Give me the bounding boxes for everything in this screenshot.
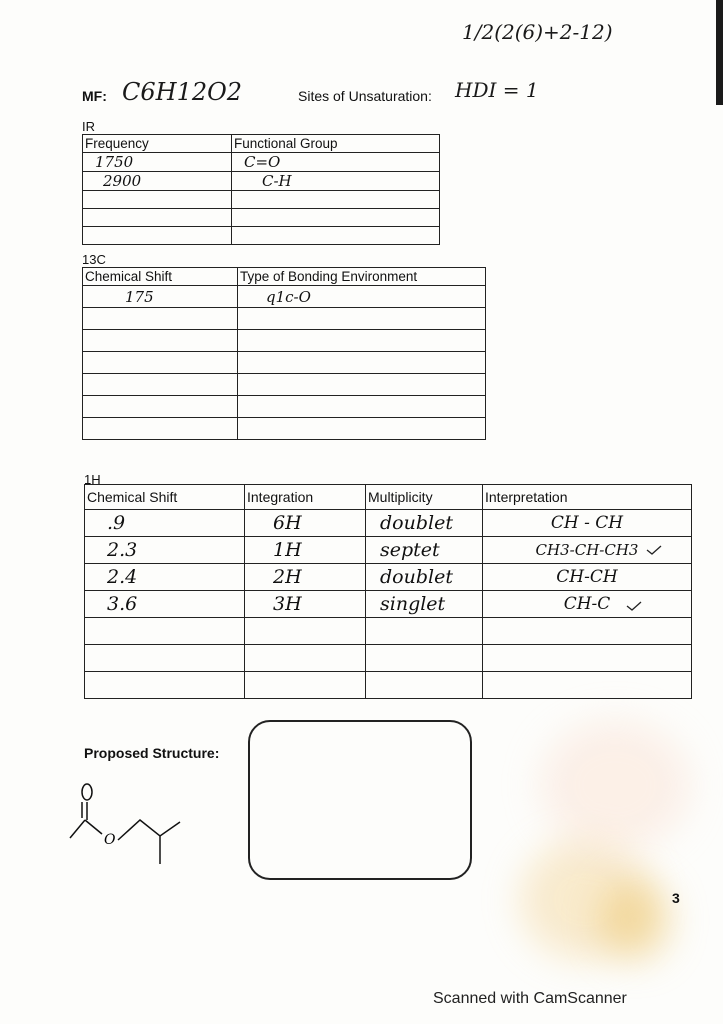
skeletal-structure-drawing (60, 780, 190, 870)
h1-table (84, 484, 692, 699)
h1-cell: .9 (85, 510, 245, 537)
atom-o-top: O (82, 786, 92, 800)
c13-cell (83, 352, 238, 374)
c13-header-shift: Chemical Shift (83, 268, 238, 286)
h1-cell: septet (366, 537, 483, 564)
check-icon (626, 600, 642, 612)
unsaturation-value: HDI = 1 (455, 78, 539, 102)
c13-cell (83, 396, 238, 418)
ir-cell (232, 191, 440, 209)
unsaturation-label: Sites of Unsaturation: (298, 88, 432, 104)
c13-cell: 175 (83, 286, 238, 308)
ir-cell: C-H (232, 172, 440, 191)
h1-cell (366, 618, 483, 645)
check-icon (646, 544, 662, 556)
h1-cell (245, 618, 366, 645)
h1-cell: doublet (366, 564, 483, 591)
c13-cell (83, 308, 238, 330)
h1-cell (245, 645, 366, 672)
ir-title: IR (82, 119, 95, 134)
page-number: 3 (672, 890, 680, 906)
h1-cell: 1H (245, 537, 366, 564)
h1-cell: CH-C (483, 591, 692, 618)
c13-cell: q1c-O (238, 286, 486, 308)
ir-cell (232, 209, 440, 227)
h1-cell (483, 645, 692, 672)
h1-cell: 2H (245, 564, 366, 591)
c13-cell (83, 418, 238, 440)
c13-table (82, 267, 486, 440)
c13-cell (238, 396, 486, 418)
h1-cell: CH3-CH-CH3 (483, 537, 692, 564)
c13-cell (238, 418, 486, 440)
c13-header-environment: Type of Bonding Environment (238, 268, 486, 286)
h1-cell: CH-CH (483, 564, 692, 591)
h1-title: 1H (84, 472, 101, 487)
ir-cell (83, 191, 232, 209)
h1-cell (483, 618, 692, 645)
scanner-watermark: Scanned with CamScanner (433, 990, 627, 1007)
h1-cell: 2.4 (85, 564, 245, 591)
ir-header-frequency: Frequency (83, 135, 232, 153)
mf-value: C6H12O2 (122, 78, 243, 106)
ir-header-group: Functional Group (232, 135, 440, 153)
h1-cell: singlet (366, 591, 483, 618)
ir-cell: 2900 (83, 172, 232, 191)
structure-label: Proposed Structure: (84, 745, 220, 761)
h1-cell (366, 645, 483, 672)
h1-cell (366, 672, 483, 699)
h1-header-shift: Chemical Shift (85, 485, 245, 510)
mf-label: MF: (82, 88, 107, 104)
c13-title: 13C (82, 252, 106, 267)
c13-cell (238, 352, 486, 374)
scan-edge (716, 0, 723, 105)
h1-header-interpretation: Interpretation (483, 485, 692, 510)
ir-table (82, 134, 440, 245)
c13-cell (83, 330, 238, 352)
ir-cell (83, 209, 232, 227)
h1-cell: 2.3 (85, 537, 245, 564)
structure-answer-box (248, 720, 472, 880)
top-note: 1/2(2(6)+2-12) (462, 20, 613, 44)
c13-cell (238, 374, 486, 396)
c13-cell (238, 330, 486, 352)
ir-cell (232, 227, 440, 245)
ir-cell (83, 227, 232, 245)
h1-cell (483, 672, 692, 699)
h1-cell: 6H (245, 510, 366, 537)
ir-cell: C=O (232, 153, 440, 172)
h1-cell (85, 618, 245, 645)
c13-cell (83, 374, 238, 396)
h1-cell (85, 672, 245, 699)
c13-cell (238, 308, 486, 330)
h1-cell: 3H (245, 591, 366, 618)
h1-cell: 3.6 (85, 591, 245, 618)
h1-cell: doublet (366, 510, 483, 537)
ir-cell: 1750 (83, 153, 232, 172)
h1-cell (245, 672, 366, 699)
h1-header-integration: Integration (245, 485, 366, 510)
h1-header-multiplicity: Multiplicity (366, 485, 483, 510)
atom-o-mid: O (104, 832, 116, 848)
h1-cell: CH - CH (483, 510, 692, 537)
h1-cell (85, 645, 245, 672)
